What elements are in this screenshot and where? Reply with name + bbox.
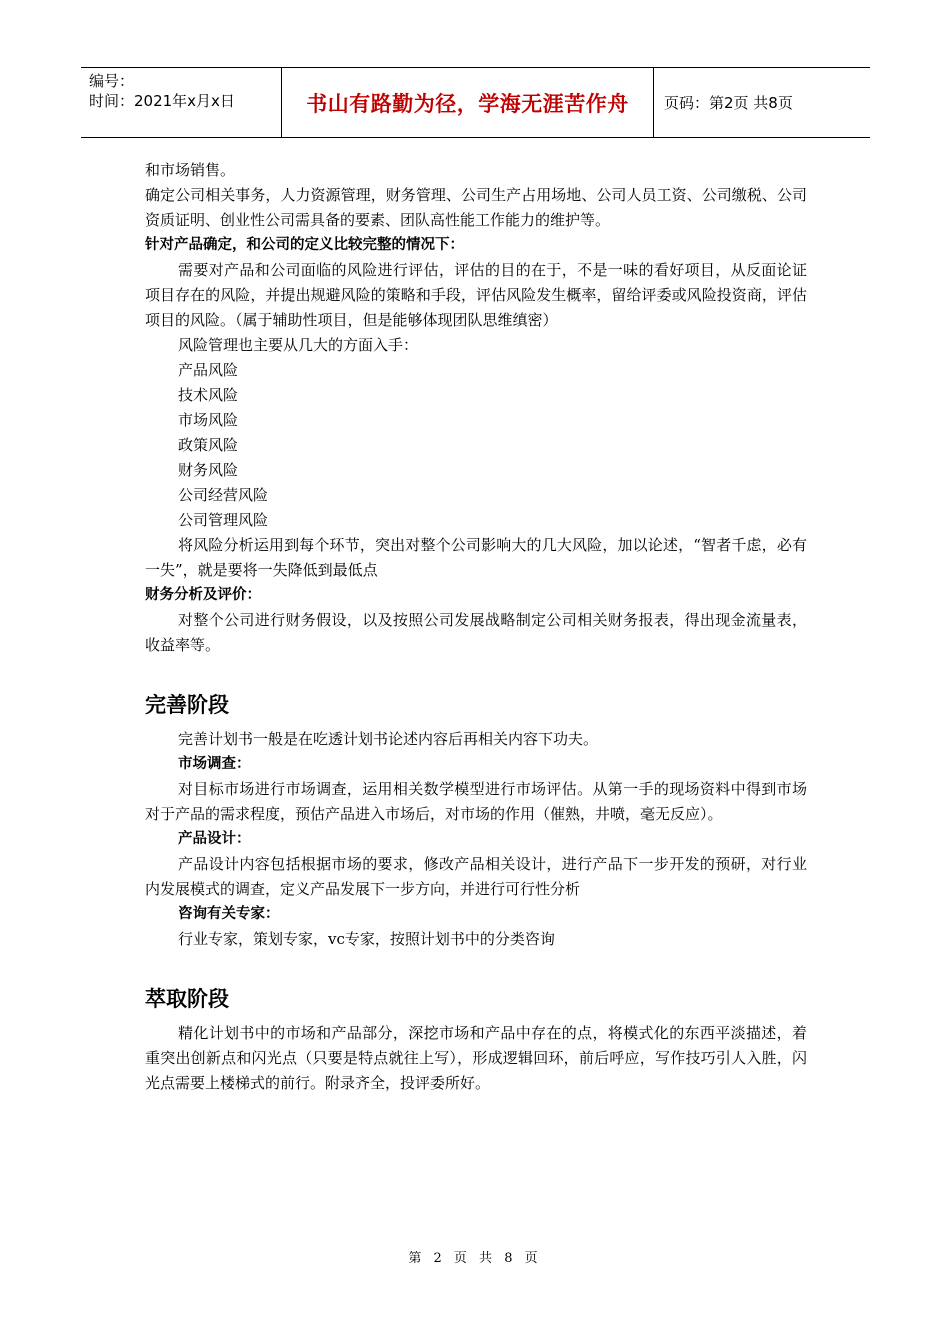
risk-item: 产品风险 <box>178 361 239 379</box>
paragraph: 将风险分析运用到每个环节，突出对整个公司影响大的几大风险，加以论述，“智者千虑，必有一失”，就是要将一失降低到最低点 <box>145 536 807 579</box>
header-left-cell <box>81 68 282 137</box>
risk-item: 技术风险 <box>178 386 239 404</box>
paragraph: 精化计划书中的市场和产品部分，深挖市场和产品中存在的点，将模式化的东西平淡描述，着重突出创新点和闪光点（只要是特点就往上写），形成逻辑回环，前后呼应，写作技巧引人入胜，闪光点需要上楼梯式的前行。附录齐全，投评委所好。 <box>145 1024 807 1092</box>
page-footer: 第 2 页 共 8 页 <box>408 1251 542 1266</box>
subheading-design: 产品设计： <box>178 831 251 847</box>
subheading-risk: 针对产品确定，和公司的定义比较完整的情况下： <box>145 237 464 253</box>
subheading-expert: 咨询有关专家： <box>178 906 280 922</box>
risk-item: 市场风险 <box>178 411 239 429</box>
header-table <box>81 67 870 138</box>
paragraph: 需要对产品和公司面临的风险进行评估，评估的目的在于，不是一味的看好项目，从反面论证项目存在的风险，并提出规避风险的策略和手段，评估风险发生概率，留给评委或风险投资商，评估项目的风险。（属于辅助性项目，但是能够体现团队思维缜密） <box>145 261 807 329</box>
motto: 书山有路勤为径，学海无涯苦作舟 <box>306 91 629 116</box>
risk-item: 公司管理风险 <box>178 511 269 529</box>
header-page-cell <box>654 68 870 137</box>
paragraph: 产品设计内容包括根据市场的要求，修改产品相关设计，进行产品下一步开发的预研，对行业内发展模式的调查，定义产品发展下一步方向，并进行可行性分析 <box>145 855 807 898</box>
paragraph: 风险管理也主要从几大的方面入手： <box>178 336 419 354</box>
section-title-refine: 完善阶段 <box>145 693 229 717</box>
subheading-finance: 财务分析及评价： <box>145 587 261 603</box>
header-motto-cell <box>282 68 654 137</box>
paragraph: 确定公司相关事务，人力资源管理，财务管理、公司生产占用场地、公司人员工资、公司缴税、公司资质证明、创业性公司需具备的要素、团队高性能工作能力的维护等。 <box>145 186 807 229</box>
paragraph: 行业专家，策划专家，vc专家，按照计划书中的分类咨询 <box>178 930 555 948</box>
number-label: 编号： <box>89 72 135 90</box>
paragraph: 完善计划书一般是在吃透计划书论述内容后再相关内容下功夫。 <box>178 730 599 748</box>
subheading-market: 市场调查： <box>178 756 251 772</box>
page-code: 页码：第2页 共8页 <box>664 94 793 112</box>
time-label: 时间：2021年x月x日 <box>89 92 235 110</box>
paragraph: 对整个公司进行财务假设，以及按照公司发展战略制定公司相关财务报表，得出现金流量表，收益率等。 <box>145 611 807 654</box>
document-body <box>145 158 807 1096</box>
section-title-extract: 萃取阶段 <box>145 987 229 1011</box>
risk-item: 公司经营风险 <box>178 486 269 504</box>
paragraph: 和市场销售。 <box>145 161 236 179</box>
paragraph: 对目标市场进行市场调查，运用相关数学模型进行市场评估。从第一手的现场资料中得到市场对于产品的需求程度，预估产品进入市场后，对市场的作用（催熟，井喷，毫无反应）。 <box>145 780 807 823</box>
risk-item: 政策风险 <box>178 436 239 454</box>
risk-item: 财务风险 <box>178 461 239 479</box>
